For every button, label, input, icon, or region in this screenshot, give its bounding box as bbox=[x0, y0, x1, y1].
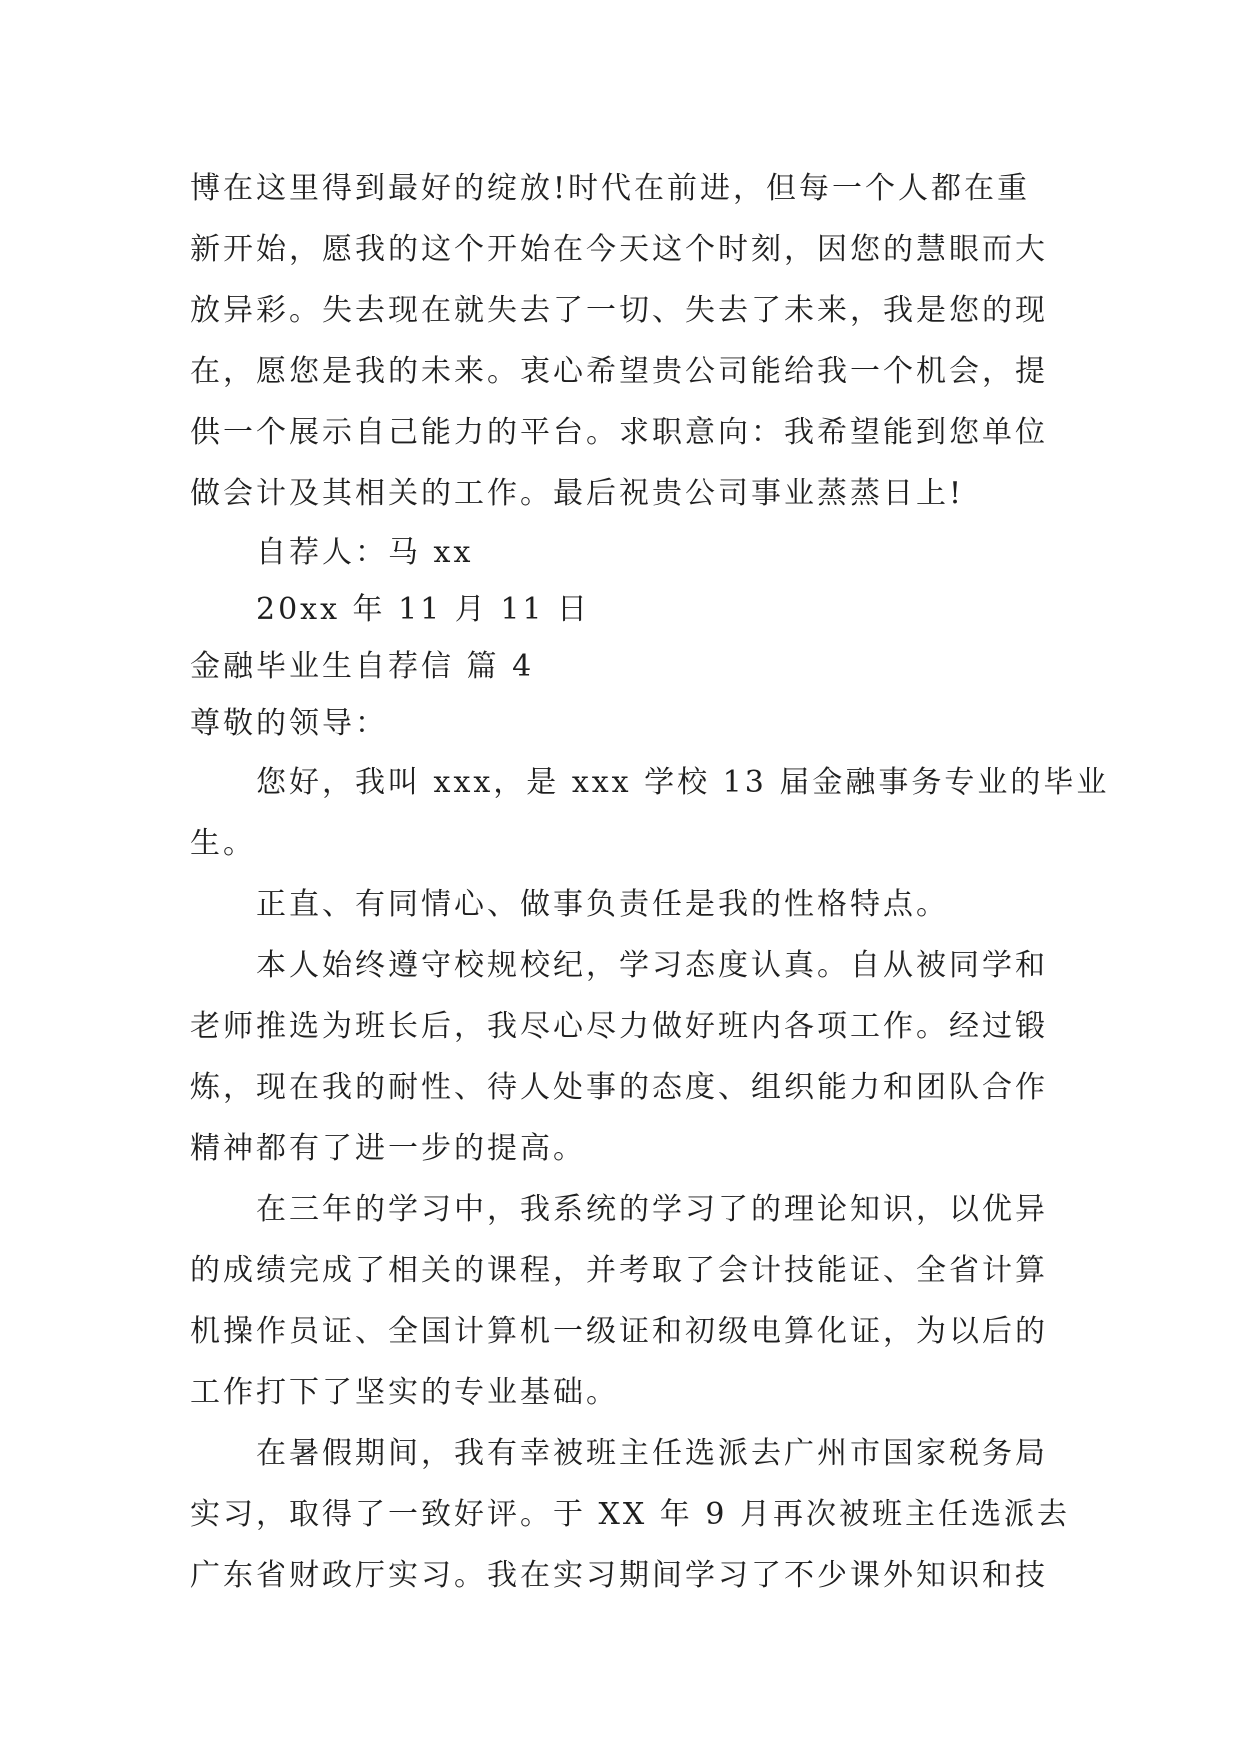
paragraph-line: 实习，取得了一致好评。于 XX 年 9 月再次被班主任选派去 bbox=[190, 1497, 1070, 1532]
paragraph-line: 机操作员证、全国计算机一级证和初级电算化证，为以后的 bbox=[190, 1314, 1048, 1349]
paragraph-line: 老师推选为班长后，我尽心尽力做好班内各项工作。经过锻 bbox=[190, 1009, 1048, 1044]
paragraph-line: 本人始终遵守校规校纪，学习态度认真。自从被同学和 bbox=[256, 948, 1048, 983]
paragraph-line: 工作打下了坚实的专业基础。 bbox=[190, 1375, 619, 1410]
paragraph-line: 您好，我叫 xxx，是 xxx 学校 13 届金融事务专业的毕业 bbox=[256, 765, 1110, 800]
paragraph-line: 的成绩完成了相关的课程，并考取了会计技能证、全省计算 bbox=[190, 1253, 1048, 1288]
paragraph-line: 在，愿您是我的未来。衷心希望贵公司能给我一个机会，提 bbox=[190, 354, 1048, 389]
paragraph-line: 正直、有同情心、做事负责任是我的性格特点。 bbox=[256, 887, 949, 922]
paragraph-line: 在三年的学习中，我系统的学习了的理论知识，以优异 bbox=[256, 1192, 1048, 1227]
paragraph-line: 广东省财政厅实习。我在实习期间学习了不少课外知识和技 bbox=[190, 1558, 1048, 1593]
paragraph-line: 博在这里得到最好的绽放!时代在前进，但每一个人都在重 bbox=[190, 171, 1031, 206]
date-line: 20xx 年 11 月 11 日 bbox=[256, 592, 591, 627]
paragraph-line: 生。 bbox=[190, 826, 256, 861]
paragraph-line: 在暑假期间，我有幸被班主任选派去广州市国家税务局 bbox=[256, 1436, 1048, 1471]
paragraph-line: 精神都有了进一步的提高。 bbox=[190, 1131, 586, 1166]
salutation: 尊敬的领导： bbox=[190, 706, 388, 741]
paragraph-line: 炼，现在我的耐性、待人处事的态度、组织能力和团队合作 bbox=[190, 1070, 1048, 1105]
paragraph-line: 新开始，愿我的这个开始在今天这个时刻，因您的慧眼而大 bbox=[190, 232, 1048, 267]
document-body bbox=[190, 158, 1110, 1606]
paragraph-line: 做会计及其相关的工作。最后祝贵公司事业蒸蒸日上! bbox=[190, 476, 965, 511]
section-title: 金融毕业生自荐信 篇 4 bbox=[190, 649, 535, 684]
signature-line: 自荐人：马 xx bbox=[256, 535, 474, 570]
paragraph-line: 供一个展示自己能力的平台。求职意向：我希望能到您单位 bbox=[190, 415, 1048, 450]
paragraph-line: 放异彩。失去现在就失去了一切、失去了未来，我是您的现 bbox=[190, 293, 1048, 328]
